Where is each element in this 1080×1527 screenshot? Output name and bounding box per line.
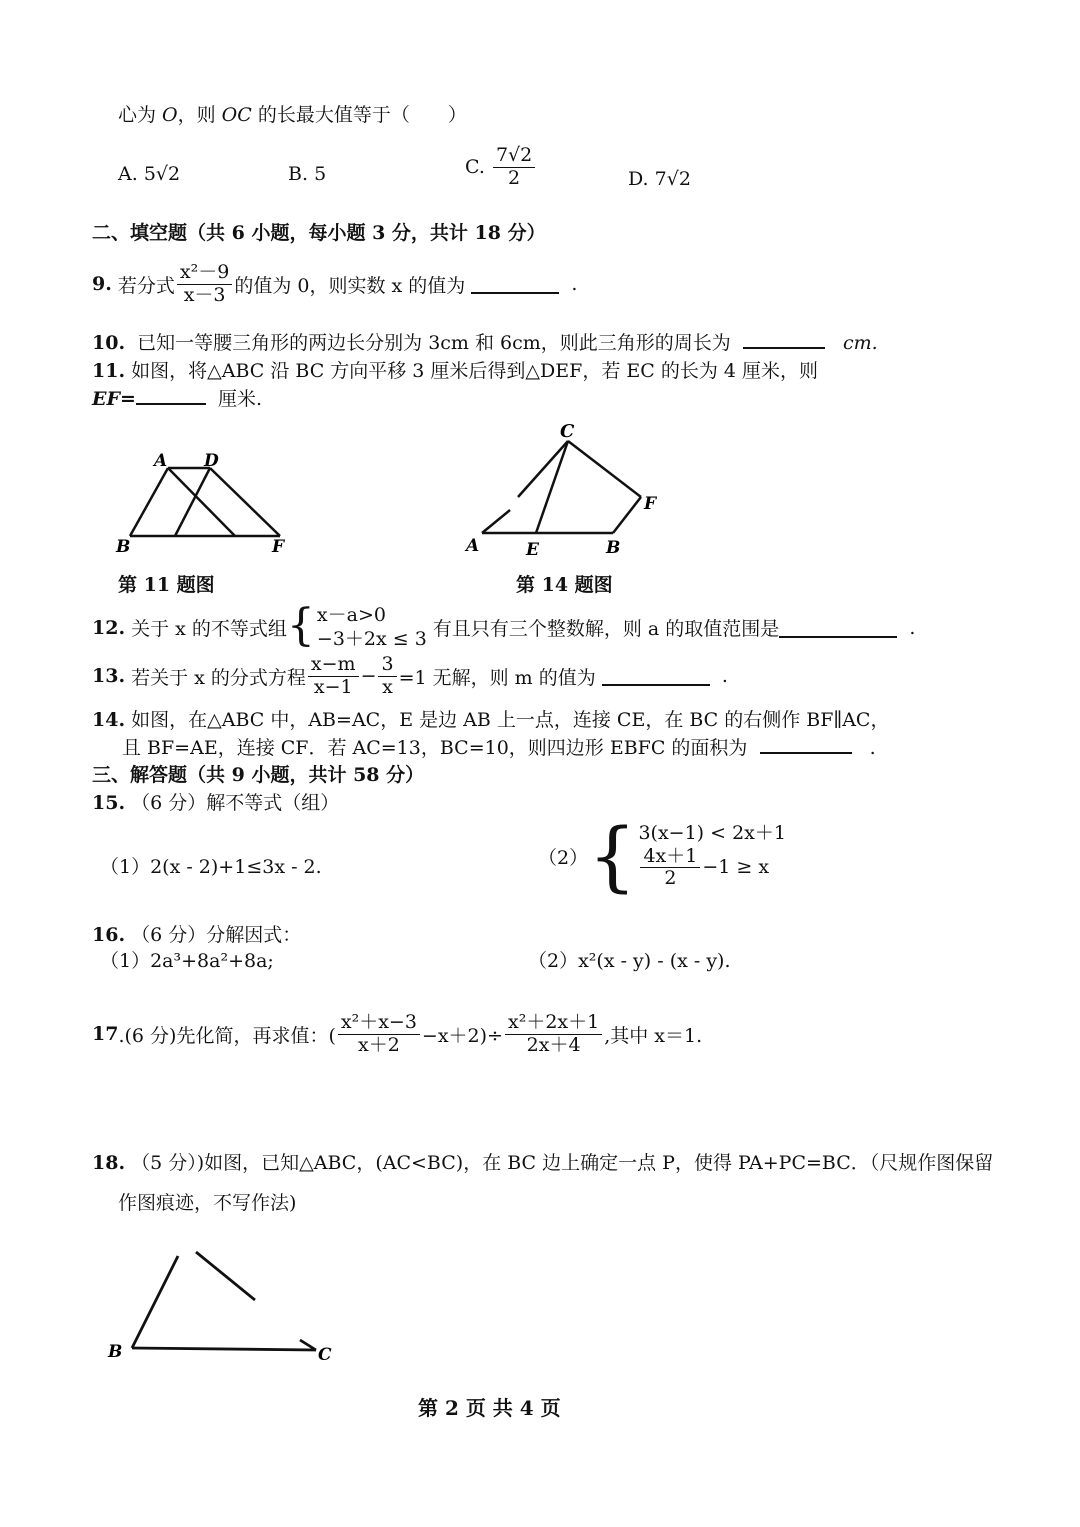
q11-answer-blank[interactable] [136,385,206,405]
question-11-line1: 11. 如图，将△ABC 沿 BC 方向平移 3 厘米后得到△DEF，若 EC 的长为 4 厘米，则 [92,360,818,382]
figure-14 [458,415,668,565]
q8-option-b: B. 5 [288,163,327,185]
section-2-heading: 二、填空题（共 6 小题，每小题 3 分，共计 18 分） [92,222,546,244]
question-17: 17 .(6 分)先化简，再求值：( $\frac{\text{x²＋x−3}}{x+2}$ −x＋2)÷ $\frac{\text{x²＋2x＋1}}{2x+4}$ ,其中 x＝1. [92,1011,703,1056]
question-14-line1: 14. 如图，在△ABC 中，AB=AC，E 是边 AB 上一点，连接 CE，在 BC 的右侧作 BF∥AC， [92,709,890,731]
fig14-label-a: A [466,536,480,556]
fig14-label-e: E [526,540,539,560]
fig18-label-c: C [318,1345,332,1365]
question-16-part-2: （2）x²(x - y) - (x - y). [528,950,731,972]
fig14-label-c: C [560,421,575,442]
q8-option-d: D. 7√2 [628,168,691,190]
question-16-title: 16. （6 分）分解因式： [92,924,302,946]
fig11-segment-df [210,468,280,536]
question-18-line2: 作图痕迹，不写作法) [118,1192,297,1214]
fig11-label-f: F [272,537,285,557]
question-12: 12. 关于 x 的不等式组 { x－a>0 −3＋2x ≤ 3 有且只有三个整数解，则 a 的取值范围是 . [92,600,916,651]
fig14-segment-fb [613,497,641,533]
fig11-label-a: A [154,451,168,471]
question-9: 9. 若分式 $\frac{\text{x²－9}}{x-3}$ 的值为 0，则实数 x 的值为 . [92,261,578,306]
fig18-label-b: B [108,1342,123,1362]
q8-option-c: C. $\frac{7√2}{2}$ [465,145,537,190]
q9-answer-blank[interactable] [471,274,559,294]
q10-answer-blank[interactable] [743,329,825,349]
figure-11 [100,440,300,565]
fig18-segment-bc [132,1348,316,1350]
question-13: 13. 若关于 x 的分式方程 $\frac{x-m}{x-1}$ − $\frac{3}{x}$ =1 无解，则 m 的值为 . [92,653,728,698]
fig11-label-d: D [204,451,219,471]
question-14-line2: 且 BF=AE，连接 CF．若 AC=13，BC=10，则四边形 EBFC 的面积为 . [122,733,876,760]
question-15-title: 15. （6 分）解不等式（组） [92,792,340,814]
fig14-label-b: B [606,538,621,558]
fig11-segment-ac [168,468,235,536]
fig11-label-b: B [116,537,131,557]
fig14-segment-cf [568,441,641,497]
page-footer: 第 2 页 共 4 页 [418,1396,561,1420]
question-11-line2: EF= 厘米. [92,384,262,411]
q14-answer-blank[interactable] [760,734,852,754]
q13-answer-blank[interactable] [602,666,710,686]
q12-answer-blank[interactable] [779,618,897,638]
fig11-caption: 第 11 题图 [118,574,215,596]
q8-option-a: A. 5√2 [118,163,181,185]
fig18-segment-ac-partial [196,1252,255,1300]
question-10: 10. 已知一等腰三角形的两边长分别为 3cm 和 6cm，则此三角形的周长为 cm. [92,328,878,355]
section-3-heading: 三、解答题（共 9 小题，共计 58 分） [92,764,425,786]
q8-stem-tail: 心为 O，则 OC 的长最大值等于（ ） [118,104,467,126]
fig14-caption: 第 14 题图 [516,574,613,596]
fig11-segment-de [175,468,210,536]
fig14-segment-ca-upper [518,441,568,497]
fig14-segment-ca-lower [482,510,510,533]
question-15-part-1: （1）2(x - 2)+1≤3x - 2. [100,856,322,878]
fig11-segment-ba [130,468,168,536]
question-16-part-1: （1）2a³+8a²+8a; [100,950,274,972]
fig14-label-f: F [644,494,657,514]
question-15-part-2: （2） { 3(x−1) < 2x＋1 $\frac{4x+1}{2}$ −1 ≥ x [538,811,786,900]
fig14-segment-ce [536,441,568,533]
figure-18 [100,1240,350,1370]
fig18-segment-ba [132,1256,178,1348]
question-18-line1: 18. （5 分）)如图，已知△ABC，(AC<BC)，在 BC 边上确定一点 P，使得 PA+PC=BC．（尺规作图保留 [92,1152,994,1174]
